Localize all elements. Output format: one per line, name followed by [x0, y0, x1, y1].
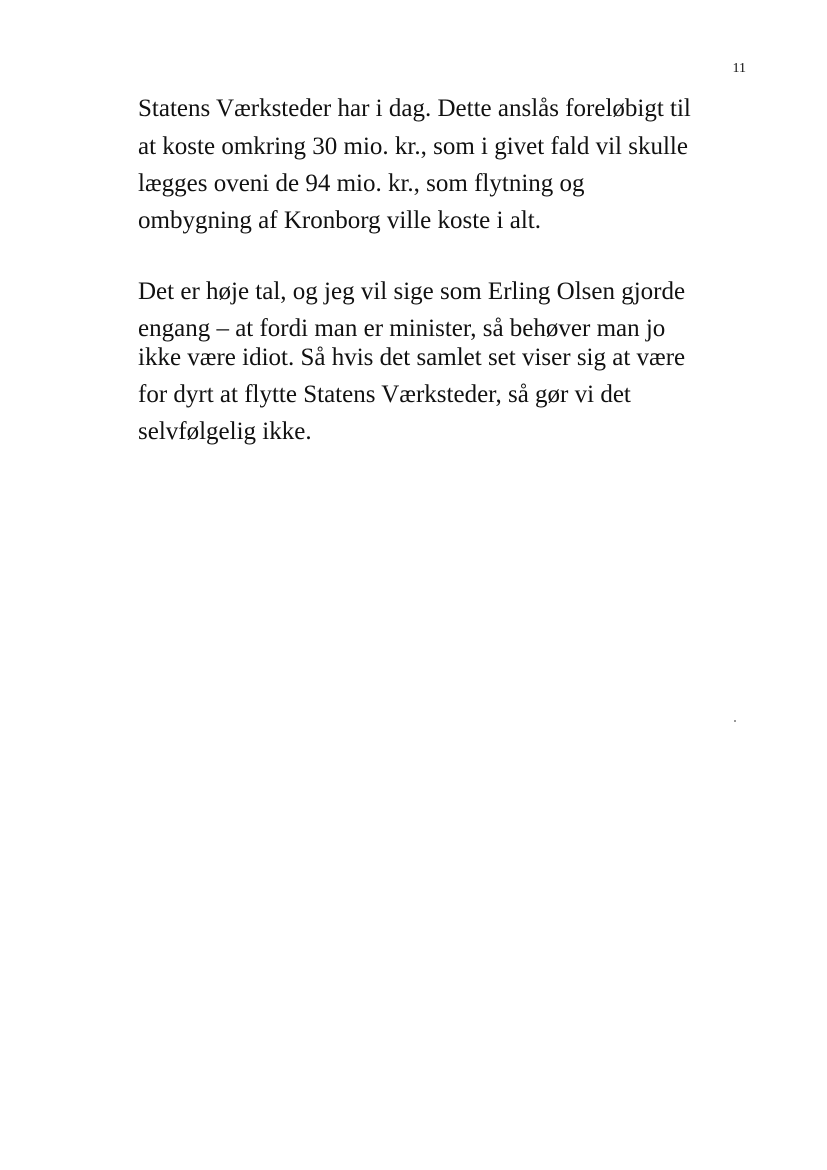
- page-number: 11: [732, 61, 746, 76]
- text-line: lægges oveni de 94 mio. kr., som flytning og: [138, 170, 585, 197]
- text-line: ombygning af Kronborg ville koste i alt.: [138, 207, 541, 234]
- text-line: for dyrt at flytte Statens Værksteder, så gør vi det: [138, 381, 631, 408]
- text-line: selvfølgelig ikke.: [138, 418, 312, 445]
- scan-speck: [734, 720, 736, 722]
- text-line: ikke være idiot. Så hvis det samlet set viser sig at være: [138, 344, 686, 371]
- text-line: at koste omkring 30 mio. kr., som i givet fald vil skulle: [138, 133, 688, 160]
- text-line: Statens Værksteder har i dag. Dette anslås foreløbigt til: [138, 95, 691, 122]
- text-line: Det er høje tal, og jeg vil sige som Erling Olsen gjorde: [138, 278, 686, 305]
- text-line: engang – at fordi man er minister, så behøver man jo: [138, 315, 666, 342]
